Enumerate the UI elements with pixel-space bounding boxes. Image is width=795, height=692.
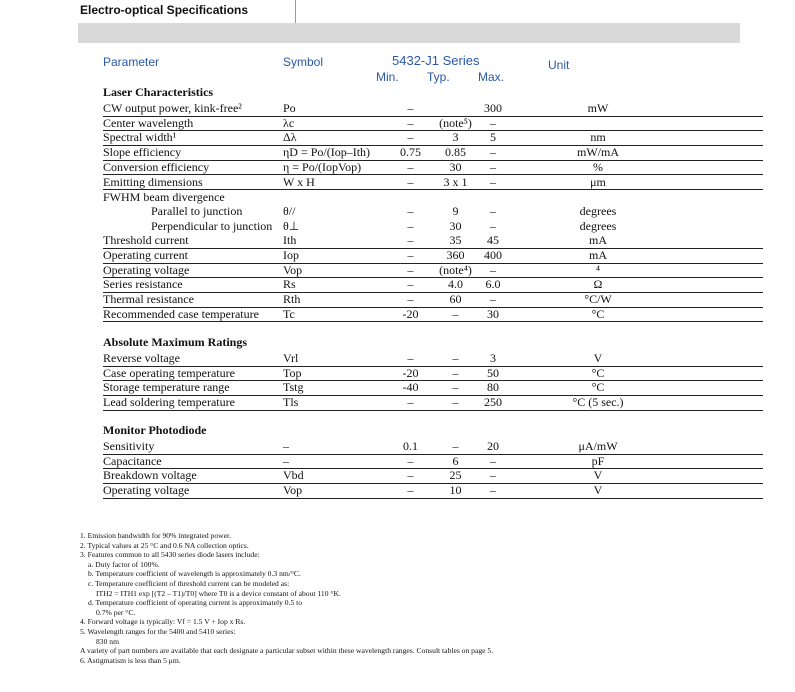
table-row <box>103 263 763 279</box>
max-cell: – <box>490 468 496 483</box>
unit-cell: degrees <box>579 203 617 218</box>
min-cell: – <box>407 248 414 262</box>
typ-cell: – <box>452 365 459 380</box>
min-cell: – <box>407 115 414 130</box>
param-cell: Operating voltage <box>103 262 190 277</box>
header-symbol: Symbol <box>283 55 324 69</box>
table-row <box>103 101 763 117</box>
symbol-cell: Iop <box>283 248 299 262</box>
unit-cell: μA/mW <box>578 439 618 453</box>
param-cell: Conversion efficiency <box>103 159 210 174</box>
table-row <box>103 483 763 499</box>
footnote-line: 830 nm <box>96 636 119 646</box>
param-cell: Thermal resistance <box>103 292 194 307</box>
typ-cell: – <box>452 351 459 365</box>
min-cell: – <box>407 277 414 292</box>
table-row <box>103 439 763 455</box>
table-row <box>103 366 763 382</box>
unit-cell: °C <box>591 306 605 321</box>
symbol-cell: – <box>283 453 289 468</box>
max-cell: 80 <box>487 380 499 395</box>
unit-cell: degrees <box>579 218 617 233</box>
symbol-cell: Ith <box>283 233 297 248</box>
footnote-line: ITH2 = ITH1 exp [(T2 – T1)/T0] where T0 is a device constant of about 110 °K. <box>96 588 341 598</box>
document-title: Electro-optical Specifications <box>80 3 249 17</box>
table-row <box>103 116 763 132</box>
param-cell: Series resistance <box>103 277 183 292</box>
typ-cell: 3 x 1 <box>443 174 468 189</box>
unit-cell: V <box>593 468 603 483</box>
max-cell: 50 <box>487 365 499 380</box>
header-unit: Unit <box>548 58 570 72</box>
footnote-line: b. Temperature coefficient of wavelength is approximately 0.3 nm/°C. <box>88 569 301 579</box>
unit-cell: Ω <box>593 277 603 292</box>
table-row <box>103 175 763 191</box>
footnote-line: 6. Astigmatism is less than 5 μm. <box>80 655 181 665</box>
unit-cell: mA <box>589 248 607 262</box>
typ-cell: (note⁵) <box>439 115 472 130</box>
min-cell: – <box>407 203 414 218</box>
unit-cell: V <box>593 351 603 365</box>
table-row <box>103 307 763 323</box>
unit-cell: V <box>593 483 603 498</box>
typ-cell: (note⁴) <box>439 262 472 277</box>
max-cell: 250 <box>484 395 502 410</box>
symbol-cell: Tstg <box>283 380 304 395</box>
param-cell: Operating current <box>103 248 188 262</box>
table-row <box>103 233 763 249</box>
footnote-line: d. Temperature coefficient of operating current is approximately 0.5 to <box>88 598 303 608</box>
header-parameter: Parameter <box>103 55 160 69</box>
param-cell: Lead soldering temperature <box>103 395 235 410</box>
symbol-cell: Tc <box>283 306 295 321</box>
footnote-line: 0.7% per °C. <box>96 607 136 617</box>
param-cell: Reverse voltage <box>103 351 180 365</box>
typ-cell: 4.0 <box>448 277 463 292</box>
max-cell: 45 <box>487 233 499 248</box>
max-cell: 6.0 <box>485 277 501 292</box>
table-row <box>103 219 763 234</box>
footnote-line: 3. Features common to all 5430 series diode lasers include: <box>80 550 260 560</box>
table-row <box>103 292 763 308</box>
footnote-line: 4. Forward voltage is typically: Vf = 1.5 V + Iop x Rs. <box>80 617 246 627</box>
typ-cell: 360 <box>446 248 465 262</box>
symbol-cell: ηD = Po/(Iop–Ith) <box>283 145 371 160</box>
param-cell: Operating voltage <box>103 483 190 498</box>
unit-cell: °C <box>591 380 605 395</box>
footnote-line: 2. Typical values at 25 °C and 0.6 NA collection optics. <box>80 540 249 550</box>
symbol-cell: W x H <box>283 174 315 189</box>
table-row <box>103 454 763 470</box>
typ-cell: – <box>452 439 459 453</box>
min-cell: – <box>407 233 414 248</box>
symbol-cell: Vop <box>283 483 303 498</box>
param-cell: Emitting dimensions <box>103 174 203 189</box>
footnote-line: c. Temperature coefficient of threshold current can be modeled as: <box>88 578 290 588</box>
symbol-cell: Vbd <box>283 468 304 483</box>
symbol-cell: – <box>283 439 289 453</box>
header-min: Min. <box>376 70 399 84</box>
header-max: Max. <box>478 70 505 84</box>
max-cell: – <box>490 262 496 277</box>
table-row <box>103 380 763 396</box>
header-typ: Typ. <box>427 70 450 84</box>
typ-cell: 35 <box>449 233 462 248</box>
max-cell: – <box>490 174 496 189</box>
param-cell: Spectral width¹ <box>103 130 177 145</box>
typ-cell: 0.85 <box>445 145 466 160</box>
header-band <box>78 23 740 43</box>
max-cell: 5 <box>490 130 496 145</box>
table-row <box>103 277 763 293</box>
footnote-line: A variety of part numbers are available that each designate a particular subset within these wavelength ranges. Consult tables on page 5. <box>80 646 494 656</box>
symbol-cell: Vrl <box>283 351 299 365</box>
unit-cell: mW/mA <box>577 145 619 160</box>
unit-cell: °C <box>591 365 605 380</box>
table-row <box>103 130 763 146</box>
symbol-cell: Top <box>283 365 302 380</box>
table-row <box>103 395 763 411</box>
footnote-line: a. Duty factor of 100%. <box>88 559 160 569</box>
table-row <box>103 204 763 219</box>
table-row <box>103 145 763 161</box>
footnote-line: 5. Wavelength ranges for the 5400 and 5410 series: <box>80 626 236 636</box>
max-cell: – <box>490 203 496 218</box>
param-cell: Recommended case temperature <box>103 306 259 321</box>
symbol-cell: Rth <box>283 292 301 307</box>
symbol-cell: Tls <box>283 395 299 410</box>
min-cell: – <box>407 101 414 115</box>
symbol-cell: Rs <box>283 277 296 292</box>
max-cell: – <box>490 483 496 498</box>
typ-cell: – <box>452 306 459 321</box>
param-cell: Breakdown voltage <box>103 468 197 483</box>
param-cell: Parallel to junction <box>151 203 243 218</box>
symbol-cell: Δλ <box>283 130 297 145</box>
typ-cell: 3 <box>452 130 459 145</box>
laser-section-title: Laser Characteristics <box>103 85 214 99</box>
param-cell: Sensitivity <box>103 439 155 453</box>
min-cell: – <box>407 395 414 410</box>
max-cell: – <box>490 145 496 160</box>
unit-cell: mA <box>589 233 607 248</box>
param-cell: Center wavelength <box>103 115 194 130</box>
min-cell: -40 <box>402 380 419 395</box>
typ-cell: – <box>452 380 459 395</box>
max-cell: – <box>490 292 496 307</box>
max-cell: 3 <box>490 351 496 365</box>
min-cell: – <box>407 218 414 233</box>
min-cell: – <box>407 174 414 189</box>
symbol-cell: θ// <box>283 203 296 218</box>
max-cell: – <box>490 115 496 130</box>
min-cell: – <box>407 468 414 483</box>
unit-cell: pF <box>591 453 605 468</box>
table-row <box>103 468 763 484</box>
typ-cell: 30 <box>449 159 462 174</box>
divergence-label: FWHM beam divergence <box>103 190 225 205</box>
param-cell: Storage temperature range <box>103 380 230 395</box>
unit-cell: % <box>593 159 603 174</box>
max-cell: 30 <box>487 306 499 321</box>
typ-cell: 25 <box>449 468 462 483</box>
typ-cell: 60 <box>449 292 462 307</box>
min-cell: – <box>407 351 414 365</box>
unit-cell: nm <box>590 130 606 145</box>
max-cell: – <box>490 218 496 233</box>
min-cell: – <box>407 159 414 174</box>
footnote-line: 1. Emission bandwidth for 90% integrated power. <box>80 531 232 540</box>
max-cell: 300 <box>484 101 502 115</box>
param-cell: CW output power, kink-free² <box>103 101 242 115</box>
max-cell: 400 <box>484 248 502 262</box>
max-cell: 20 <box>487 439 499 453</box>
table-row <box>103 160 763 176</box>
param-cell: Perpendicular to junction <box>151 218 273 233</box>
min-cell: 0.1 <box>403 439 418 453</box>
footnotes <box>80 531 493 665</box>
typ-cell: 10 <box>449 483 462 498</box>
min-cell: – <box>407 453 414 468</box>
min-cell: -20 <box>402 365 419 380</box>
monitor-section-title: Monitor Photodiode <box>103 423 207 437</box>
max-cell: – <box>490 159 496 174</box>
typ-cell: 30 <box>449 218 462 233</box>
unit-cell: μm <box>590 174 606 189</box>
table-row <box>103 351 763 367</box>
min-cell: 0.75 <box>400 145 421 160</box>
param-cell: Threshold current <box>103 233 189 248</box>
min-cell: -20 <box>402 306 419 321</box>
param-cell: Slope efficiency <box>103 145 182 160</box>
symbol-cell: η = Po/(IopVop) <box>283 159 362 174</box>
unit-cell: °C/W <box>584 292 612 307</box>
param-cell: Case operating temperature <box>103 365 235 380</box>
unit-cell: ⁴ <box>595 262 601 277</box>
table-row <box>103 248 763 264</box>
symbol-cell: θ⊥ <box>283 218 300 233</box>
symbol-cell: λc <box>283 115 295 130</box>
typ-cell: – <box>452 395 459 410</box>
min-cell: – <box>407 483 414 498</box>
max-cell: – <box>490 453 496 468</box>
header-series: 5432-J1 Series <box>392 53 480 68</box>
param-cell: Capacitance <box>103 453 162 468</box>
absolute-section-title: Absolute Maximum Ratings <box>103 335 248 349</box>
typ-cell: 6 <box>452 453 459 468</box>
unit-cell: °C (5 sec.) <box>572 395 624 410</box>
min-cell: – <box>407 130 414 145</box>
min-cell: – <box>407 292 414 307</box>
symbol-cell: Po <box>283 101 296 115</box>
unit-cell: mW <box>587 101 609 115</box>
min-cell: – <box>407 262 414 277</box>
typ-cell: 9 <box>452 203 459 218</box>
symbol-cell: Vop <box>283 262 303 277</box>
